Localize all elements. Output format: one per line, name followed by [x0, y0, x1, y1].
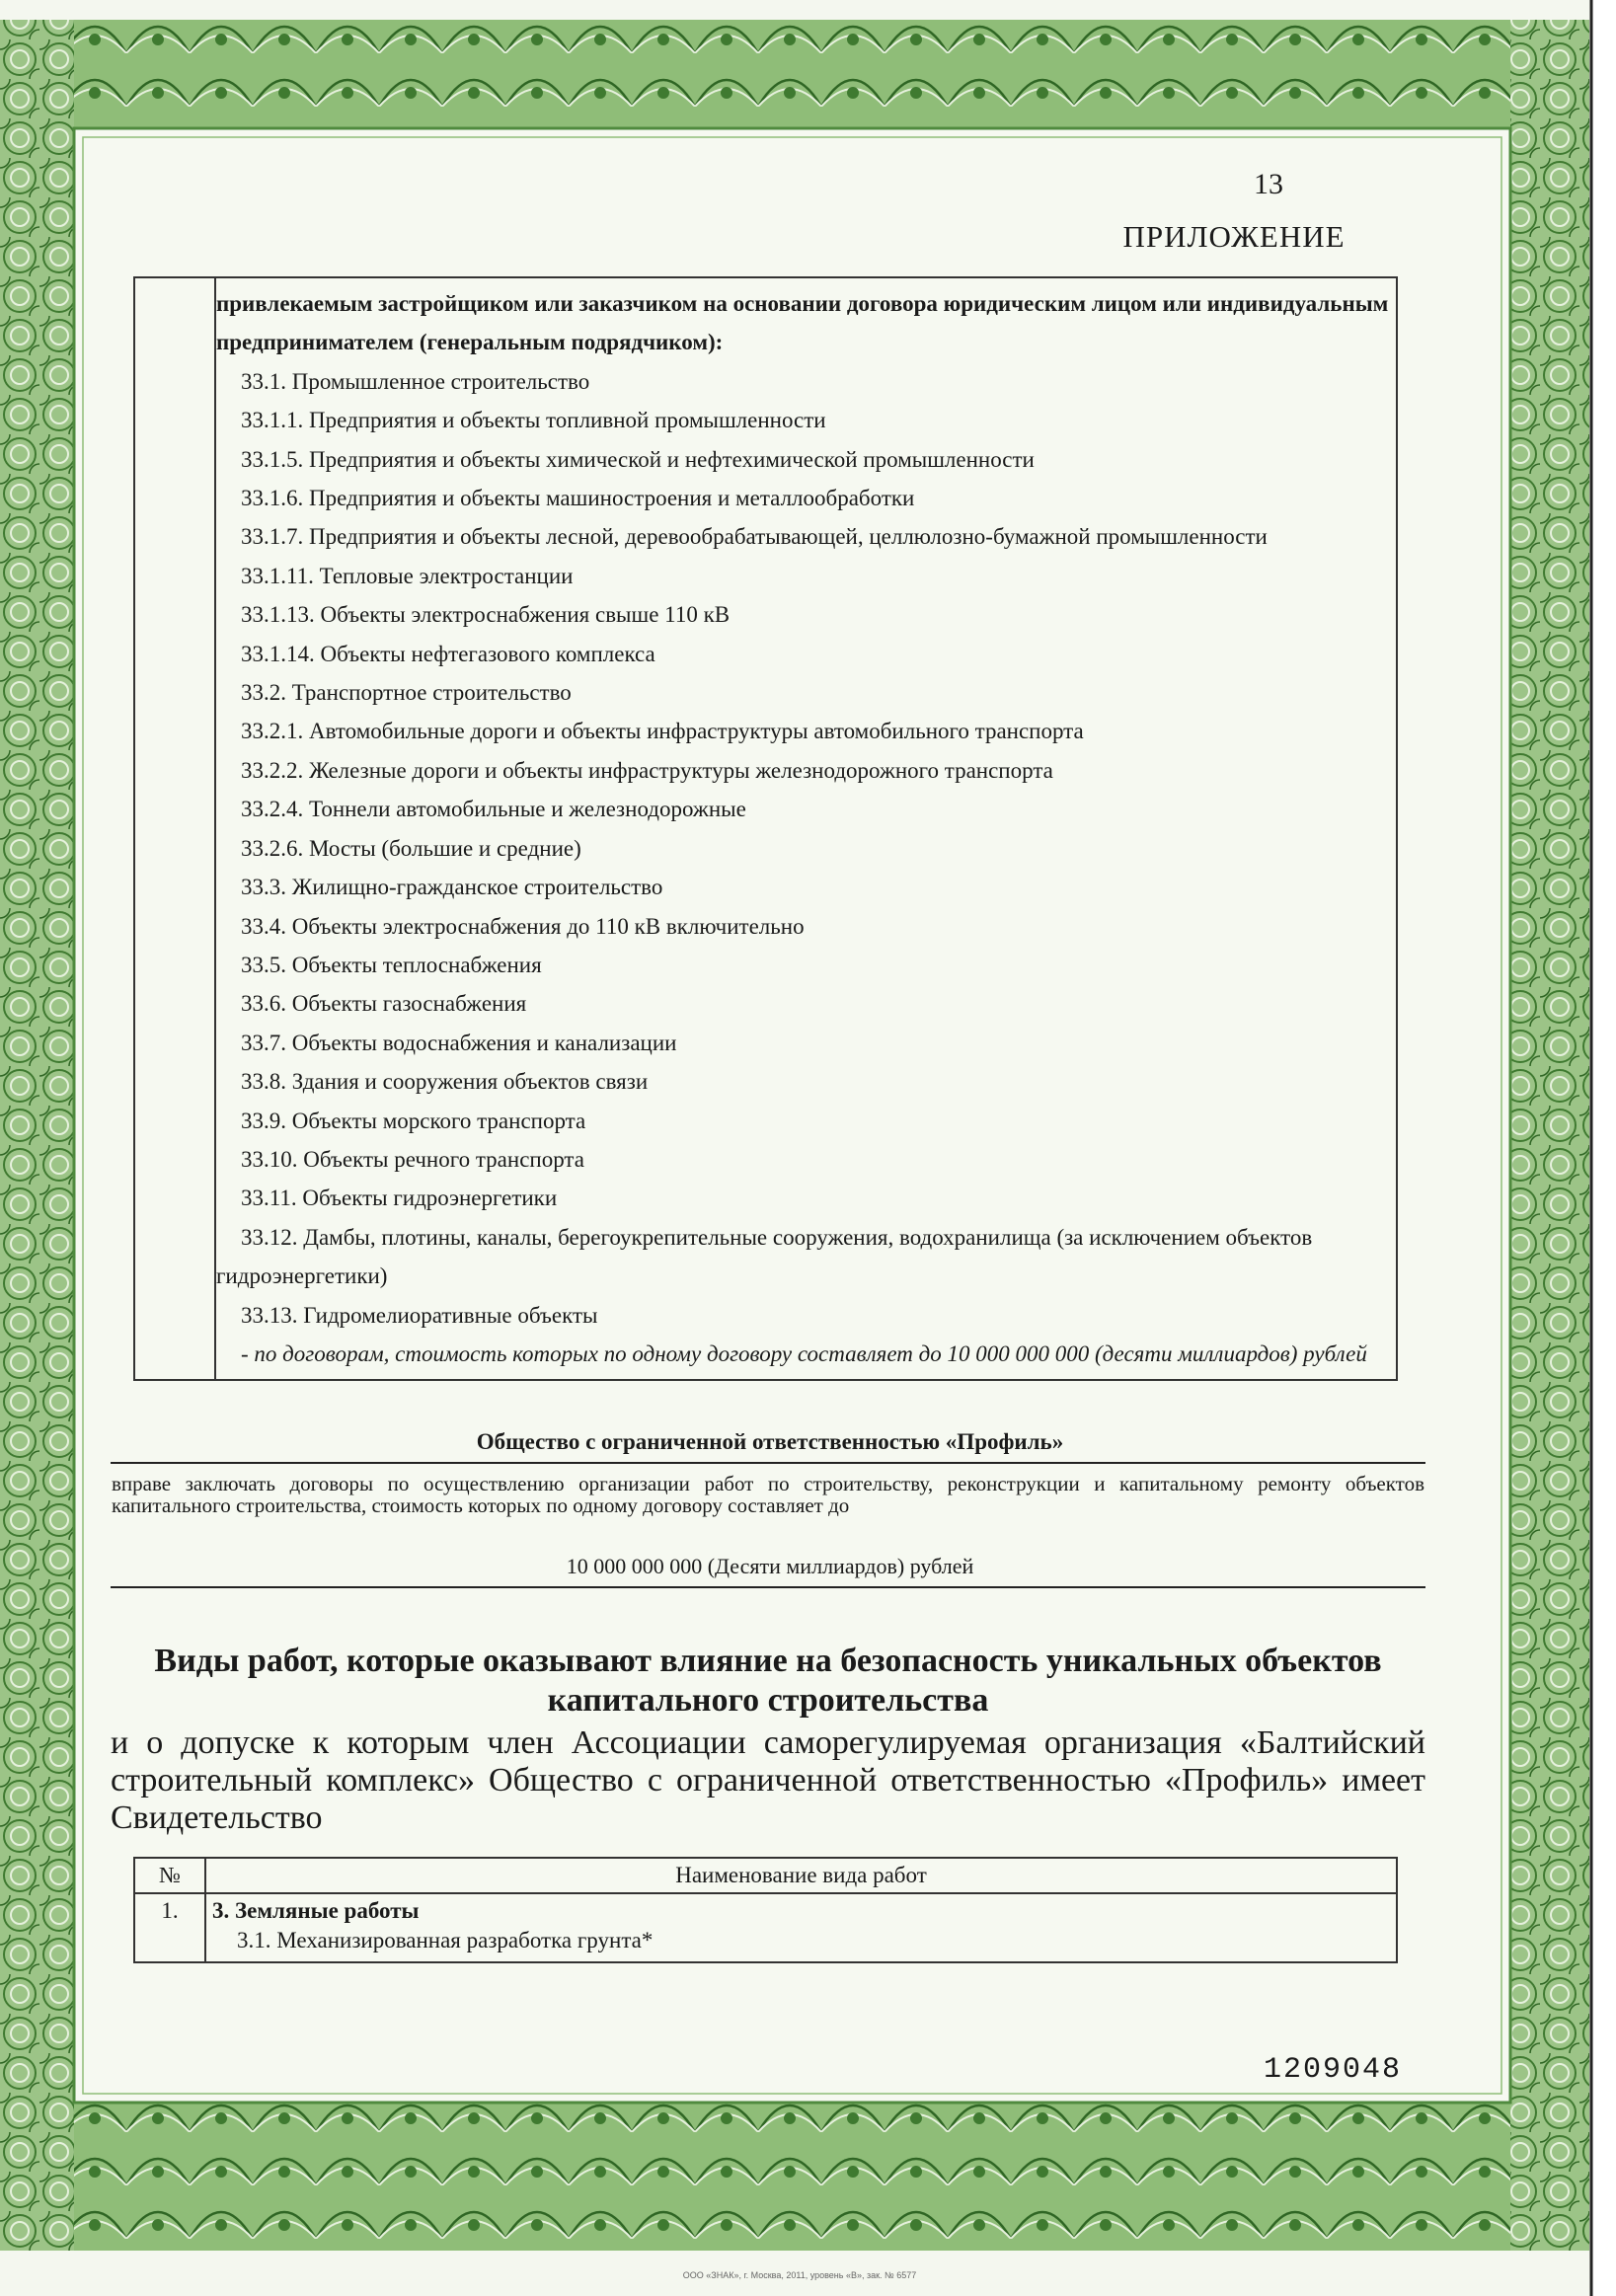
divider: [111, 1586, 1425, 1588]
work-item: 33.2.4. Тоннели автомобильные и железнодорожные: [241, 797, 746, 822]
table-header-row: [134, 1858, 1397, 1893]
row-content: [205, 1893, 1397, 1962]
work-item: 33.1.13. Объекты электроснабжения свыше 110 кВ: [241, 602, 731, 628]
contract-limit-note: - по договорам, стоимость которых по одному договору составляет до 10 000 000 000 (десяти миллиардов) рублей: [241, 1340, 1367, 1366]
work-item: 33.4. Объекты электроснабжения до 110 кВ включительно: [241, 913, 805, 939]
row-title: 3. Земляные работы: [212, 1898, 420, 1923]
work-item: 33.1.11. Тепловые электростанции: [241, 563, 574, 588]
section-subheading: и о допуске к которым член Ассоциации саморегулируемая организация «Балтийский строительный комплекс» Общество с ограниченной ответственностью «Профиль» имеет Свидетельство: [111, 1724, 1425, 1836]
work-item: 33.10. Объекты речного транспорта: [241, 1146, 584, 1172]
work-item: 33.11. Объекты гидроэнергетики: [241, 1186, 558, 1211]
work-item: 33.1.5. Предприятия и объекты химической и нефтехимической промышленности: [241, 446, 1035, 472]
work-item: 33.2.2. Железные дороги и объекты инфраструктуры железнодорожного транспорта: [241, 757, 1053, 783]
page-number: 13: [1254, 168, 1283, 200]
work-item: 33.3. Жилищно-гражданское строительство: [241, 875, 663, 900]
row-item: 3.1. Механизированная разработка грунта*: [237, 1928, 654, 1952]
appendix-label: ПРИЛОЖЕНИЕ: [1122, 219, 1346, 254]
divider: [111, 1462, 1425, 1464]
work-item: 33.6. Объекты газоснабжения: [241, 991, 527, 1017]
work-item: 33.2. Транспортное строительство: [241, 680, 572, 706]
work-item: 33.1.7. Предприятия и объекты лесной, деревообрабатывающей, целлюлозно-бумажной промышленности: [241, 524, 1268, 550]
work-item: 33.1.14. Объекты нефтегазового комплекса: [241, 641, 655, 666]
table-intro: привлекаемым застройщиком или заказчиком на основании договора юридическим лицом или индивидуальным предпринимателем (генеральным подрядчиком):: [216, 291, 1389, 355]
table-number-cell: [134, 277, 215, 1380]
work-item: 33.2.6. Мосты (большие и средние): [241, 835, 581, 861]
work-item: 33.2.1. Автомобильные дороги и объекты инфраструктуры автомобильного транспорта: [241, 719, 1084, 744]
printer-imprint: ООО «ЗНАК», г. Москва, 2011, уровень «В», зак. № 6577: [682, 2270, 917, 2280]
section-heading: Виды работ, которые оказывают влияние на безопасность уникальных объектов капитального строительства: [154, 1643, 1382, 1719]
work-item: 33.1.6. Предприятия и объекты машиностроения и металлообработки: [241, 486, 915, 511]
unique-objects-work-table: [133, 1857, 1398, 1963]
work-item: 33.8. Здания и сооружения объектов связи: [241, 1069, 649, 1095]
work-item: 33.7. Объекты водоснабжения и канализации: [241, 1030, 677, 1055]
work-item: 33.9. Объекты морского транспорта: [241, 1108, 586, 1133]
serial-number: 1209048: [1263, 2053, 1402, 2087]
work-types-table-continued: [133, 276, 1398, 1381]
rights-paragraph: вправе заключать договоры по осуществлению организации работ по строительству, реконструкции и капитальному ремонту объектов капитального строительства, стоимость которых по одному договору составляет до: [112, 1472, 1424, 1517]
work-items-list: [216, 362, 1390, 1335]
header-number: №: [134, 1858, 205, 1893]
row-number: 1.: [134, 1893, 205, 1962]
contract-sum: 10 000 000 000 (Десяти миллиардов) рублей: [566, 1554, 974, 1578]
work-item: 33.5. Объекты теплоснабжения: [241, 952, 542, 977]
work-item: 33.12. Дамбы, плотины, каналы, берегоукрепительные сооружения, водохранилища (за исключением объектов гидроэнергетики): [216, 1224, 1313, 1289]
work-item: 33.1.1. Предприятия и объекты топливной промышленности: [241, 408, 826, 433]
table-content-cell: [215, 277, 1397, 1380]
work-item: 33.1. Промышленное строительство: [241, 368, 590, 394]
work-item: 33.13. Гидромелиоративные объекты: [241, 1302, 598, 1328]
table-row: [134, 1893, 1397, 1962]
header-work-name: Наименование вида работ: [205, 1858, 1397, 1893]
organization-name: Общество с ограниченной ответственностью «Профиль»: [476, 1429, 1064, 1454]
